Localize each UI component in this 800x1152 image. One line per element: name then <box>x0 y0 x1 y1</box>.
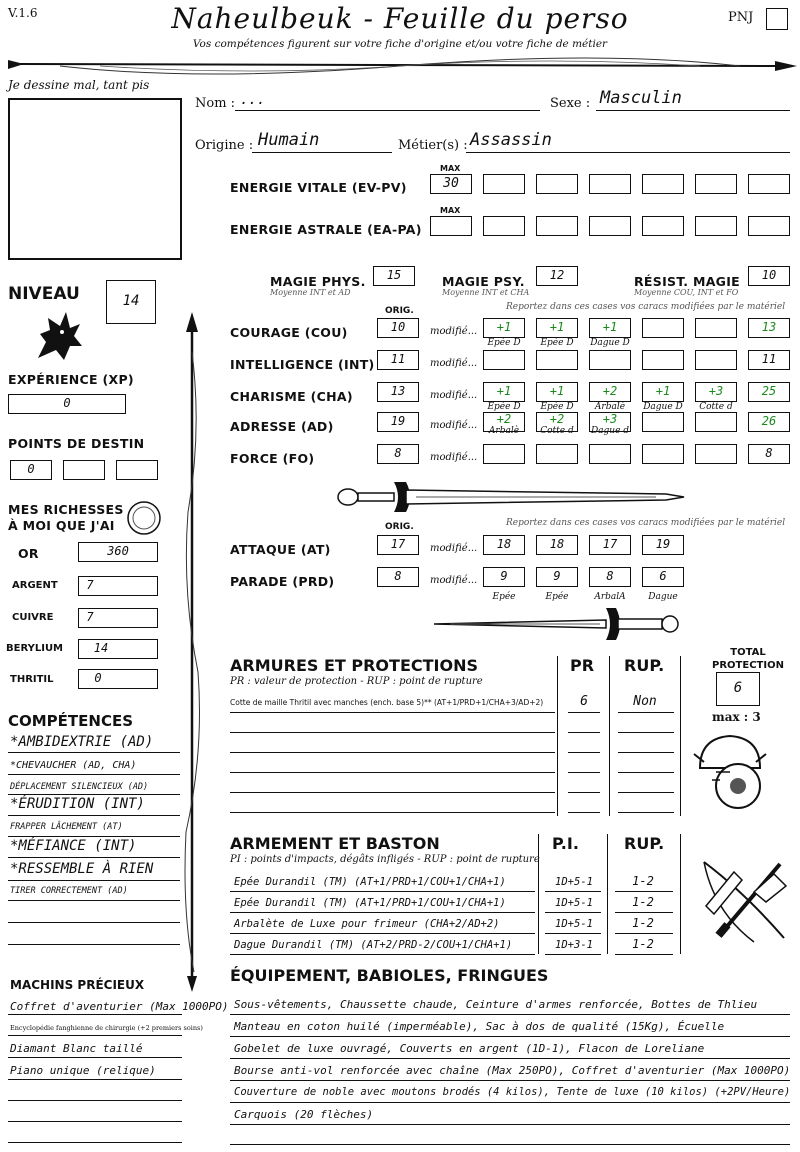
carac-sub-cou-2: Epée D <box>540 338 574 348</box>
carac-sub-cha-2: Epée D <box>540 402 574 412</box>
competence-6: *MÉFIANCE (INT) <box>10 838 137 854</box>
experience-value: 0 <box>63 396 71 410</box>
page-subtitle: Vos compétences figurent sur votre fiche d'origine et/ou votre fiche de métier <box>192 38 608 50</box>
attaque-mod-value-1: 18 <box>496 537 512 551</box>
carac-mod-value-cou-2: +1 <box>549 320 565 334</box>
ea-label: ENERGIE ASTRALE (EA-PA) <box>230 222 422 237</box>
ev-box-6[interactable] <box>748 174 790 194</box>
carac-mod-value-cha-5: +3 <box>708 384 724 398</box>
carac-mod-int-3[interactable] <box>589 350 631 370</box>
arme-row-3-name: Arbalète de Luxe pour frimeur (CHA+2/AD+2) <box>234 918 500 930</box>
carac-mod-int-2[interactable] <box>536 350 578 370</box>
magie-phys-value: 15 <box>386 268 402 282</box>
combat-sub-4: Dague <box>648 592 678 602</box>
ev-box-4[interactable] <box>642 174 684 194</box>
resist-magie-label: RÉSIST. MAGIE <box>634 274 741 289</box>
richesses-label-1: MES RICHESSES <box>8 502 124 517</box>
coin-icon <box>126 500 162 536</box>
dragon-icon <box>32 306 84 362</box>
competences-title: COMPÉTENCES <box>8 712 134 730</box>
magie-phys-label: MAGIE PHYS. <box>270 274 366 289</box>
ea-box-1[interactable] <box>483 216 525 236</box>
modifie-label-int: modifié... <box>430 358 478 369</box>
carac-sub-cou-3: Dague D <box>590 338 630 348</box>
modifie-label-ad: modifié... <box>430 420 478 431</box>
version-label: V.1.6 <box>8 6 38 20</box>
carac-mod-fo-3[interactable] <box>589 444 631 464</box>
parade-mod-value-3: 8 <box>606 569 614 583</box>
arme-row-2-name: Epée Durandil (TM) (AT+1/PRD+1/COU+1/CHA+1) <box>234 897 506 909</box>
carac-mod-fo-1[interactable] <box>483 444 525 464</box>
machin-2: Encyclopédie fanghienne de chirurgie (+2 premiers soins) <box>10 1024 203 1032</box>
arme-row-4-rup: 1-2 <box>632 937 654 951</box>
equipement-5: Couverture de noble avec moutons brodés (4 kilos), Tente de luxe (10 kilos) (+2PV/Heure) <box>234 1086 791 1098</box>
spear-ornament <box>0 52 800 80</box>
argent-value: 7 <box>86 578 94 592</box>
carac-total-value-cou: 13 <box>761 320 777 334</box>
armement-pi-label: P.I. <box>552 834 579 853</box>
carac-mod-fo-4[interactable] <box>642 444 684 464</box>
total-protection-value: 6 <box>733 680 743 696</box>
attaque-mod-value-4: 19 <box>655 537 671 551</box>
ea-max-box[interactable] <box>430 216 472 236</box>
arme-row-3-rup: 1-2 <box>632 916 654 930</box>
armures-title: ARMURES ET PROTECTIONS <box>230 656 478 675</box>
parade-mod-value-4: 6 <box>659 569 667 583</box>
carac-label-ad: ADRESSE (AD) <box>230 419 334 434</box>
or-label: OR <box>18 546 39 561</box>
carac-mod-value-cha-1: +1 <box>496 384 512 398</box>
parade-orig-value: 8 <box>394 569 402 583</box>
orig-label: ORIG. <box>385 306 414 316</box>
page-title: Naheulbeuk - Feuille du perso <box>171 2 629 35</box>
carac-sub-cha-1: Epée D <box>487 402 521 412</box>
carac-sub-ad-1: Arbalè <box>488 426 520 436</box>
drawing-label: Je dessine mal, tant pis <box>8 78 150 92</box>
arme-row-4-name: Dague Durandil (TM) (AT+2/PRD-2/COU+1/CHA+1) <box>234 939 513 951</box>
competence-4: *ÉRUDITION (INT) <box>10 796 145 812</box>
carac-sub-cou-1: Epée D <box>487 338 521 348</box>
attaque-mod-value-3: 17 <box>602 537 618 551</box>
machins-title: MACHINS PRÉCIEUX <box>10 978 145 992</box>
carac-sub-cha-3: Arbalè <box>594 402 626 412</box>
carac-total-value-int: 11 <box>761 352 777 366</box>
berylium-value: 14 <box>93 641 109 655</box>
argent-label: ARGENT <box>12 580 58 591</box>
pnj-label: PNJ <box>728 10 754 25</box>
origine-label: Origine : <box>195 138 254 153</box>
carac-orig-value-int: 11 <box>390 352 406 366</box>
competence-8: TIRER CORRECTEMENT (AD) <box>10 886 128 896</box>
carac-mod-value-cha-3: +2 <box>602 384 618 398</box>
competence-5: FRAPPER LÂCHEMENT (AT) <box>10 822 123 832</box>
carac-orig-value-cha: 13 <box>390 384 406 398</box>
armement-note: PI : points d'impacts, dégâts infligés - RUP : point de rupture <box>230 854 540 865</box>
carac-sub-cha-4: Dague D <box>643 402 683 412</box>
sword-illustration <box>336 480 686 514</box>
cuivre-value: 7 <box>86 610 94 624</box>
carac-orig-value-fo: 8 <box>394 446 402 460</box>
combat-sub-2: Epée <box>545 592 569 602</box>
carac-mod-value-ad-2: +2 <box>549 412 565 426</box>
berylium-label: BERYLIUM <box>6 643 64 654</box>
ev-label: ENERGIE VITALE (EV-PV) <box>230 180 407 195</box>
ev-box-1[interactable] <box>483 174 525 194</box>
arme-row-2-rup: 1-2 <box>632 895 654 909</box>
weapons-icon <box>694 852 794 948</box>
or-value: 360 <box>107 544 129 558</box>
parade-label: PARADE (PRD) <box>230 574 335 589</box>
ea-box-3[interactable] <box>589 216 631 236</box>
armure-row-rup: Non <box>633 694 657 709</box>
armures-rup-label: RUP. <box>624 656 665 675</box>
armement-title: ARMEMENT ET BASTON <box>230 834 440 853</box>
origine-value[interactable]: Humain <box>258 130 320 150</box>
magie-psy-value: 12 <box>549 268 565 282</box>
carac-orig-value-ad: 19 <box>390 414 406 428</box>
destin-box-2[interactable] <box>63 460 105 480</box>
competence-1: *AMBIDEXTRIE (AD) <box>10 734 154 750</box>
destin-value: 0 <box>27 462 35 476</box>
niveau-label: NIVEAU <box>8 284 80 304</box>
competence-2: *CHEVAUCHER (AD, CHA) <box>10 760 137 771</box>
arme-row-3-pi: 1D+5-1 <box>555 918 593 930</box>
richesses-label-2: À MOI QUE J'AI <box>8 518 115 533</box>
carac-mod-ad-5[interactable] <box>695 412 737 432</box>
niveau-value: 14 <box>122 293 140 309</box>
nom-value[interactable]: ... <box>240 92 266 108</box>
sword-illustration-2 <box>430 606 680 642</box>
competence-7: *RESSEMBLE À RIEN <box>10 861 154 877</box>
arme-row-1-rup: 1-2 <box>632 874 654 888</box>
destin-label: POINTS DE DESTIN <box>8 436 145 451</box>
carac-sub-ad-3: Dague d <box>590 426 630 436</box>
total-protection-max: max : 3 <box>712 710 761 724</box>
combat-sub-1: Epée <box>492 592 516 602</box>
modifie-label-prd: modifié... <box>430 575 478 586</box>
attaque-mod-value-2: 18 <box>549 537 565 551</box>
carac-mod-ad-4[interactable] <box>642 412 684 432</box>
equipement-title: ÉQUIPEMENT, BABIOLES, FRINGUES <box>230 966 549 985</box>
magie-psy-label: MAGIE PSY. <box>442 274 525 289</box>
carac-label-cou: COURAGE (COU) <box>230 325 348 340</box>
carac-sub-ad-2: Cotte d <box>540 426 574 436</box>
sexe-label: Sexe : <box>550 96 591 111</box>
equipement-3: Gobelet de luxe ouvragé, Couverts en argent (1D-1), Flacon de Loreliane <box>234 1042 705 1055</box>
armure-row-pr: 6 <box>580 694 588 709</box>
vertical-spear <box>180 312 204 992</box>
carac-total-value-cha: 25 <box>761 384 777 398</box>
parade-mod-value-1: 9 <box>500 569 508 583</box>
attaque-orig-value: 17 <box>390 537 406 551</box>
armures-note: PR : valeur de protection - RUP : point de rupture <box>230 676 483 687</box>
modifie-label-at: modifié... <box>430 543 478 554</box>
equipement-6: Carquois (20 flèches) <box>234 1108 374 1121</box>
carac-label-cha: CHARISME (CHA) <box>230 389 353 404</box>
magie-phys-note: Moyenne INT et AD <box>270 288 351 297</box>
carac-mod-cou-4[interactable] <box>642 318 684 338</box>
destin-box-3[interactable] <box>116 460 158 480</box>
helmet-shield-icon <box>690 728 774 812</box>
experience-label: EXPÉRIENCE (XP) <box>8 372 134 387</box>
carac-mod-value-cha-2: +1 <box>549 384 565 398</box>
armures-pr-label: PR <box>570 656 595 675</box>
carac-sub-cha-5: Cotte d <box>699 402 733 412</box>
machin-1: Coffret d'aventurier (Max 1000PO) <box>10 1000 229 1013</box>
carac-total-value-fo: 8 <box>765 446 773 460</box>
cuivre-label: CUIVRE <box>12 612 54 623</box>
carac-mod-value-ad-3: +3 <box>602 412 618 426</box>
total-protection-label: TOTAL PROTECTION <box>712 647 784 671</box>
parade-mod-value-2: 9 <box>553 569 561 583</box>
ea-box-5[interactable] <box>695 216 737 236</box>
carac-mod-value-ad-1: +2 <box>496 412 512 426</box>
max-label-ev: MAX <box>440 164 461 173</box>
modifie-label-cou: modifié... <box>430 326 478 337</box>
carac-mod-fo-5[interactable] <box>695 444 737 464</box>
sexe-value[interactable]: Masculin <box>600 88 682 108</box>
ev-box-5[interactable] <box>695 174 737 194</box>
resist-magie-note: Moyenne COU, INT et FO <box>634 288 739 297</box>
carac-label-fo: FORCE (FO) <box>230 451 315 466</box>
carac-note: Reportez dans ces cases vos caracs modifiées par le matériel <box>506 302 786 312</box>
ea-box-4[interactable] <box>642 216 684 236</box>
ev-box-3[interactable] <box>589 174 631 194</box>
carac-mod-cou-5[interactable] <box>695 318 737 338</box>
carac-note-combat: Reportez dans ces cases vos caracs modifiées par le matériel <box>506 518 786 528</box>
carac-mod-int-4[interactable] <box>642 350 684 370</box>
carac-mod-value-cou-3: +1 <box>602 320 618 334</box>
modifie-label-fo: modifié... <box>430 452 478 463</box>
nom-label: Nom : <box>195 96 236 111</box>
carac-label-int: INTELLIGENCE (INT) <box>230 357 375 372</box>
orig-label-combat: ORIG. <box>385 522 414 532</box>
arme-row-2-pi: 1D+5-1 <box>555 897 593 909</box>
carac-mod-int-1[interactable] <box>483 350 525 370</box>
metier-value[interactable]: Assassin <box>470 130 552 150</box>
carac-mod-fo-2[interactable] <box>536 444 578 464</box>
carac-mod-value-cha-4: +1 <box>655 384 671 398</box>
magie-psy-note: Moyenne INT et CHA <box>442 288 530 297</box>
attaque-label: ATTAQUE (AT) <box>230 542 331 557</box>
machin-4: Piano unique (relique) <box>10 1064 156 1077</box>
equipement-1: Sous-vêtements, Chaussette chaude, Ceinture d'armes renforcée, Bottes de Thlieu <box>234 998 758 1011</box>
carac-orig-value-cou: 10 <box>390 320 406 334</box>
ev-box-2[interactable] <box>536 174 578 194</box>
carac-mod-int-5[interactable] <box>695 350 737 370</box>
combat-sub-3: ArbalA <box>594 592 626 602</box>
max-label-ea: MAX <box>440 206 461 215</box>
modifie-label-cha: modifié... <box>430 390 478 401</box>
thritil-label: THRITIL <box>10 674 54 685</box>
ea-box-2[interactable] <box>536 216 578 236</box>
ev-max-value: 30 <box>443 176 459 191</box>
ea-box-6[interactable] <box>748 216 790 236</box>
arme-row-1-pi: 1D+5-1 <box>555 876 593 888</box>
resist-magie-value: 10 <box>761 268 777 282</box>
armement-rup-label: RUP. <box>624 834 665 853</box>
equipement-2: Manteau en coton huilé (imperméable), Sac à dos de qualité (15Kg), Écuelle <box>234 1020 725 1033</box>
arme-row-1-name: Epée Durandil (TM) (AT+1/PRD+1/COU+1/CHA+1) <box>234 876 506 888</box>
competence-3: DÉPLACEMENT SILENCIEUX (AD) <box>10 782 149 792</box>
portrait-box[interactable] <box>8 98 182 260</box>
pnj-checkbox[interactable] <box>766 8 788 30</box>
equipement-4: Bourse anti-vol renforcée avec chaîne (Max 250PO), Coffret d'aventurier (Max 1000PO) <box>234 1064 791 1077</box>
metier-label: Métier(s) : <box>398 138 468 153</box>
machin-3: Diamant Blanc taillé <box>10 1042 143 1055</box>
arme-row-4-pi: 1D+3-1 <box>555 939 593 951</box>
carac-mod-value-cou-1: +1 <box>496 320 512 334</box>
armure-row-name: Cotte de maille Thritil avec manches (ench. base 5)** (AT+1/PRD+1/CHA+3/AD+2) <box>230 698 544 707</box>
carac-total-value-ad: 26 <box>761 414 777 428</box>
thritil-value: 0 <box>94 671 102 685</box>
